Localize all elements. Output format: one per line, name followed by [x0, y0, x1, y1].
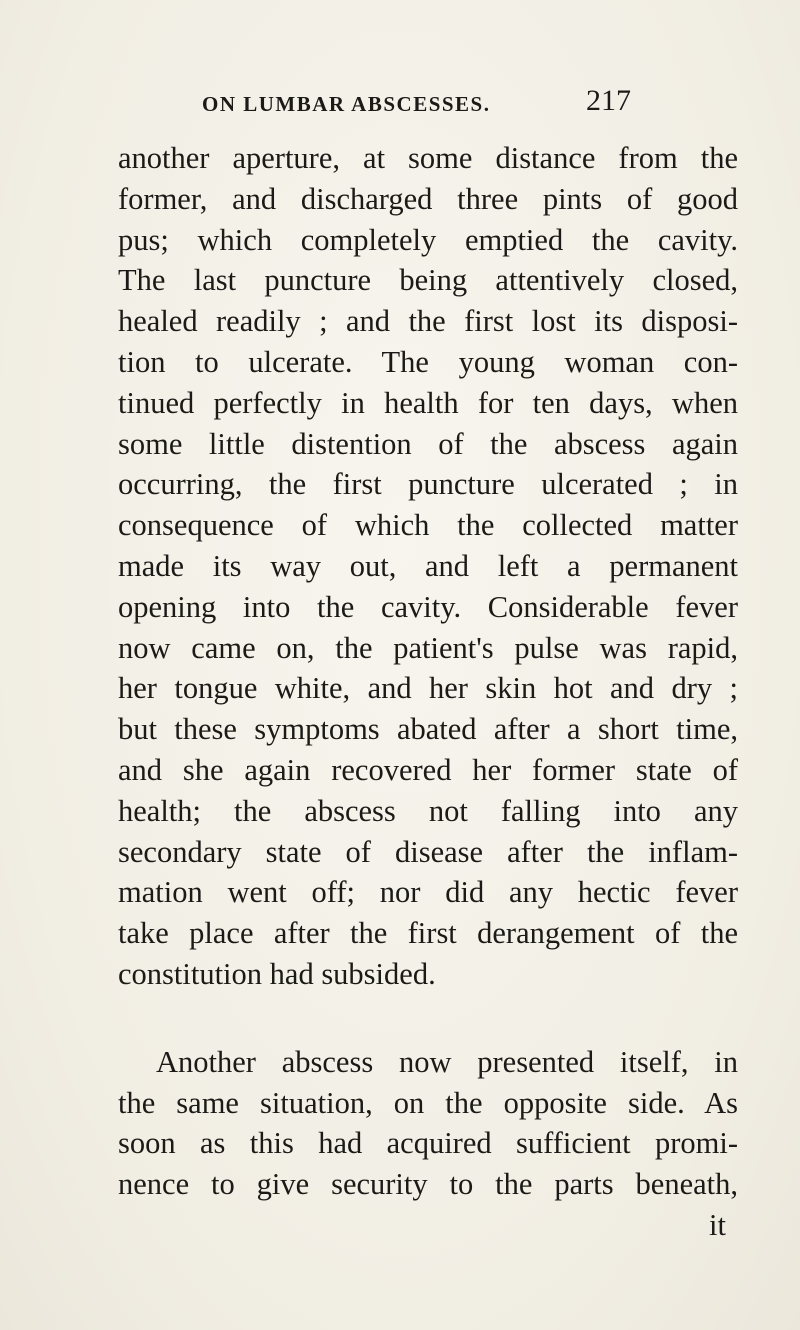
- paragraph-gap: [118, 995, 738, 1042]
- text-line: the same situation, on the opposite side. As: [118, 1085, 738, 1120]
- text-line: tinued perfectly in health for ten days, when: [118, 385, 738, 420]
- text-line: but these symptoms abated after a short time,: [118, 712, 738, 747]
- text-line: constitution had subsided.: [118, 956, 436, 991]
- text-line: consequence of which the collected matter: [118, 508, 738, 543]
- catchword: it: [709, 1207, 726, 1242]
- text-line: former, and discharged three pints of good: [118, 181, 738, 216]
- body-text: [118, 138, 738, 1246]
- text-line: nence to give security to the parts beneath,: [118, 1167, 738, 1202]
- text-line: secondary state of disease after the inflam-: [118, 834, 738, 869]
- text-line: her tongue white, and her skin hot and dry ;: [118, 671, 738, 706]
- text-line: mation went off; nor did any hectic fever: [118, 875, 738, 910]
- text-line: opening into the cavity. Considerable fever: [118, 589, 738, 624]
- paragraph-1: [118, 138, 738, 995]
- text-line: tion to ulcerate. The young woman con-: [118, 344, 738, 379]
- text-line: Another abscess now presented itself, in: [156, 1044, 738, 1079]
- text-line: soon as this had acquired sufficient promi-: [118, 1126, 738, 1161]
- text-line: health; the abscess not falling into any: [118, 793, 738, 828]
- running-title: ON LUMBAR ABSCESSES.: [202, 92, 491, 116]
- text-line: healed readily ; and the first lost its disposi-: [118, 304, 738, 339]
- text-line: another aperture, at some distance from the: [118, 141, 738, 175]
- text-line: pus; which completely emptied the cavity.: [118, 222, 738, 257]
- text-line: occurring, the first puncture ulcerated ; in: [118, 467, 738, 502]
- text-line: made its way out, and left a permanent: [118, 548, 738, 583]
- paragraph-2: [118, 1042, 738, 1246]
- text-line: take place after the first derangement of the: [118, 916, 738, 951]
- text-line: The last puncture being attentively closed,: [118, 263, 738, 298]
- page-number: 217: [586, 84, 631, 117]
- text-line: some little distention of the abscess again: [118, 426, 738, 461]
- running-head: [170, 86, 750, 126]
- text-line: now came on, the patient's pulse was rapid,: [118, 630, 738, 665]
- text-line: and she again recovered her former state of: [118, 752, 738, 787]
